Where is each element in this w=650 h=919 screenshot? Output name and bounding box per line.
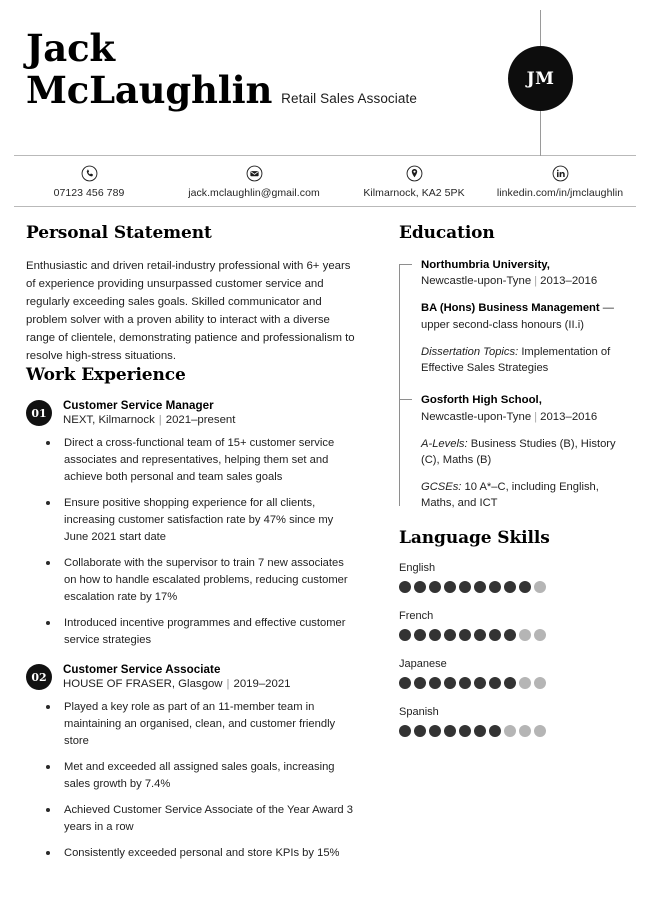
rating-dot-filled: [429, 629, 441, 641]
job-company: HOUSE OF FRASER, Glasgow: [63, 678, 223, 691]
education-place: Newcastle-upon-Tyne: [421, 275, 532, 288]
rating-dot-filled: [459, 677, 471, 689]
job-role: Customer Service Associate: [63, 663, 221, 677]
job-bullet: Met and exceeded all assigned sales goals, increasing sales growth by 7.4%: [42, 759, 359, 793]
language-row: [399, 610, 628, 641]
right-column: [385, 223, 650, 876]
language-row: [399, 562, 628, 593]
education-school: Northumbria University,: [421, 259, 550, 271]
left-column: [0, 223, 385, 876]
rating-dot-filled: [459, 725, 471, 737]
rating-dot-empty: [504, 725, 516, 737]
rating-dot-filled: [504, 581, 516, 593]
rating-dot-filled: [399, 581, 411, 593]
education-entry: [421, 257, 628, 376]
rating-dot-empty: [534, 581, 546, 593]
rating-dot-empty: [534, 677, 546, 689]
linkedin-icon: [552, 165, 569, 182]
job-separator: |: [158, 414, 162, 427]
job-number: 01: [31, 406, 47, 420]
education-detail: [421, 479, 628, 511]
rating-dot-filled: [444, 629, 456, 641]
job-bullet-list: [26, 435, 359, 649]
job-bullet: Consistently exceeded personal and store KPIs by 15%: [42, 845, 359, 862]
education-heading: Education: [399, 223, 495, 243]
rating-dot-filled: [429, 725, 441, 737]
rating-dot-filled: [474, 725, 486, 737]
education-detail: [421, 436, 628, 468]
contact-location-value: Kilmarnock, KA2 5PK: [363, 187, 465, 199]
rating-dot-filled: [414, 677, 426, 689]
language-skills-list: [399, 562, 628, 737]
job-entry: [26, 399, 359, 649]
job-number: 02: [31, 670, 47, 684]
rating-dot-filled: [489, 581, 501, 593]
education-detail-text: Implementation of Effective Sales Strategies: [421, 345, 611, 375]
job-meta: [63, 399, 235, 426]
contact-linkedin[interactable]: [484, 165, 636, 199]
personal-statement-text: Enthusiastic and driven retail-industry professional with 6+ years of experience providing unsurpassed customer service and regularly exceeding sales goals. Skilled communicator and problem solver with a proven ability to interact with a diverse range of clientele, demonstrating patience and professionalism to resolve high-stress situations.: [26, 260, 355, 363]
rating-dot-empty: [534, 725, 546, 737]
language-row: [399, 658, 628, 689]
rating-dot-filled: [399, 725, 411, 737]
rating-dot-filled: [444, 677, 456, 689]
job-dates: 2021–present: [165, 414, 236, 427]
job-company-dates: [63, 678, 291, 690]
language-rating-dots: [399, 629, 628, 641]
job-header: [26, 663, 359, 690]
rating-dot-filled: [429, 581, 441, 593]
rating-dot-filled: [399, 629, 411, 641]
rating-dot-empty: [519, 677, 531, 689]
rating-dot-filled: [414, 725, 426, 737]
work-experience-heading: Work Experience: [26, 365, 186, 386]
contact-email-value: jack.mclaughlin@gmail.com: [188, 187, 320, 199]
rating-dot-filled: [459, 629, 471, 641]
rating-dot-empty: [534, 629, 546, 641]
job-bullet: Ensure positive shopping experience for all clients, increasing customer satisfaction rate by 47% since my June 2021 start date: [42, 495, 359, 546]
rating-dot-empty: [519, 629, 531, 641]
education-place: Newcastle-upon-Tyne: [421, 410, 532, 423]
job-separator: |: [226, 678, 230, 691]
education-separator: |: [534, 275, 538, 288]
contact-phone[interactable]: [14, 165, 164, 199]
education-entry: [421, 392, 628, 511]
job-number-badge: [26, 400, 52, 426]
language-name: English: [399, 561, 436, 574]
monogram-initials: JM: [526, 68, 555, 89]
last-name-row: [26, 67, 417, 112]
job-dates: 2019–2021: [233, 678, 291, 691]
work-experience-list: [26, 399, 359, 862]
language-name: Japanese: [399, 657, 447, 670]
monogram-avatar: [508, 46, 573, 111]
education-detail: [421, 344, 628, 376]
education-place-dates: [421, 409, 628, 425]
resume-body: [0, 207, 650, 876]
language-row: [399, 706, 628, 737]
rating-dot-filled: [489, 629, 501, 641]
job-company-dates: [63, 414, 235, 426]
rating-dot-filled: [399, 677, 411, 689]
rating-dot-filled: [504, 677, 516, 689]
education-school: Gosforth High School,: [421, 394, 542, 407]
rating-dot-filled: [459, 581, 471, 593]
rating-dot-filled: [474, 581, 486, 593]
education-dates: 2013–2016: [540, 275, 598, 288]
job-number-badge: [26, 664, 52, 690]
contact-email[interactable]: [164, 165, 344, 199]
rating-dot-filled: [489, 677, 501, 689]
education-detail-label: A-Levels:: [421, 437, 468, 450]
resume-header: [0, 0, 650, 155]
language-skills-heading: Language Skills: [399, 527, 550, 548]
rating-dot-filled: [444, 581, 456, 593]
envelope-icon: [246, 165, 263, 182]
rating-dot-filled: [444, 725, 456, 737]
education-detail: [421, 300, 628, 332]
education-detail-label: Dissertation Topics:: [421, 345, 519, 358]
language-name: French: [399, 609, 434, 622]
job-role: Customer Service Manager: [63, 399, 214, 413]
job-bullet-list: [26, 699, 359, 862]
rating-dot-filled: [429, 677, 441, 689]
rating-dot-filled: [414, 629, 426, 641]
job-header: [26, 399, 359, 426]
education-detail-text: 10 A*–C, including English, Maths, and ICT: [421, 481, 599, 510]
job-bullet: Achieved Customer Service Associate of the Year Award 3 years in a row: [42, 802, 359, 836]
education-detail-text: Business Studies (B), History (C), Maths (B): [421, 437, 616, 466]
job-bullet: Direct a cross-functional team of 15+ customer service associates and representatives, helping them set and achieve both personal and team sales goals: [42, 435, 359, 486]
education-dates: 2013–2016: [540, 410, 598, 423]
rating-dot-filled: [474, 629, 486, 641]
job-meta: [63, 663, 291, 690]
rating-dot-filled: [414, 581, 426, 593]
job-bullet: Introduced incentive programmes and effective customer service strategies: [42, 615, 359, 649]
location-pin-icon: [406, 165, 423, 182]
contact-phone-value: 07123 456 789: [53, 187, 125, 199]
language-rating-dots: [399, 677, 628, 689]
contact-bar: [0, 156, 650, 206]
education-detail-label: BA (Hons) Business Management: [421, 302, 600, 315]
job-company: NEXT, Kilmarnock: [63, 414, 155, 427]
rating-dot-filled: [489, 725, 501, 737]
phone-icon: [81, 165, 98, 182]
rating-dot-empty: [519, 725, 531, 737]
education-separator: |: [534, 410, 538, 423]
rating-dot-filled: [519, 581, 531, 593]
education-detail-text: — upper second-class honours (II.i): [421, 302, 614, 331]
job-title: Retail Sales Associate: [281, 90, 417, 106]
rating-dot-filled: [504, 629, 516, 641]
first-name: Jack: [26, 26, 115, 70]
language-rating-dots: [399, 581, 628, 593]
job-bullet: Collaborate with the supervisor to train 7 new associates on how to handle escalated problems, reducing customer escalation rate by 17%: [42, 555, 359, 606]
rating-dot-filled: [474, 677, 486, 689]
contact-location[interactable]: [344, 165, 484, 199]
name-block: [26, 28, 417, 112]
contact-linkedin-value: linkedin.com/in/jmclaughlin: [496, 187, 624, 199]
last-name: McLaughlin: [26, 67, 273, 112]
job-bullet: Played a key role as part of an 11-member team in maintaining an organised, clean, and customer friendly store: [42, 699, 359, 750]
education-place-dates: [421, 273, 628, 289]
education-detail-label: GCSEs:: [421, 481, 462, 494]
job-entry: [26, 663, 359, 862]
language-name: Spanish: [399, 705, 439, 718]
personal-statement-heading: Personal Statement: [26, 223, 212, 243]
education-timeline: [399, 257, 628, 512]
language-rating-dots: [399, 725, 628, 737]
